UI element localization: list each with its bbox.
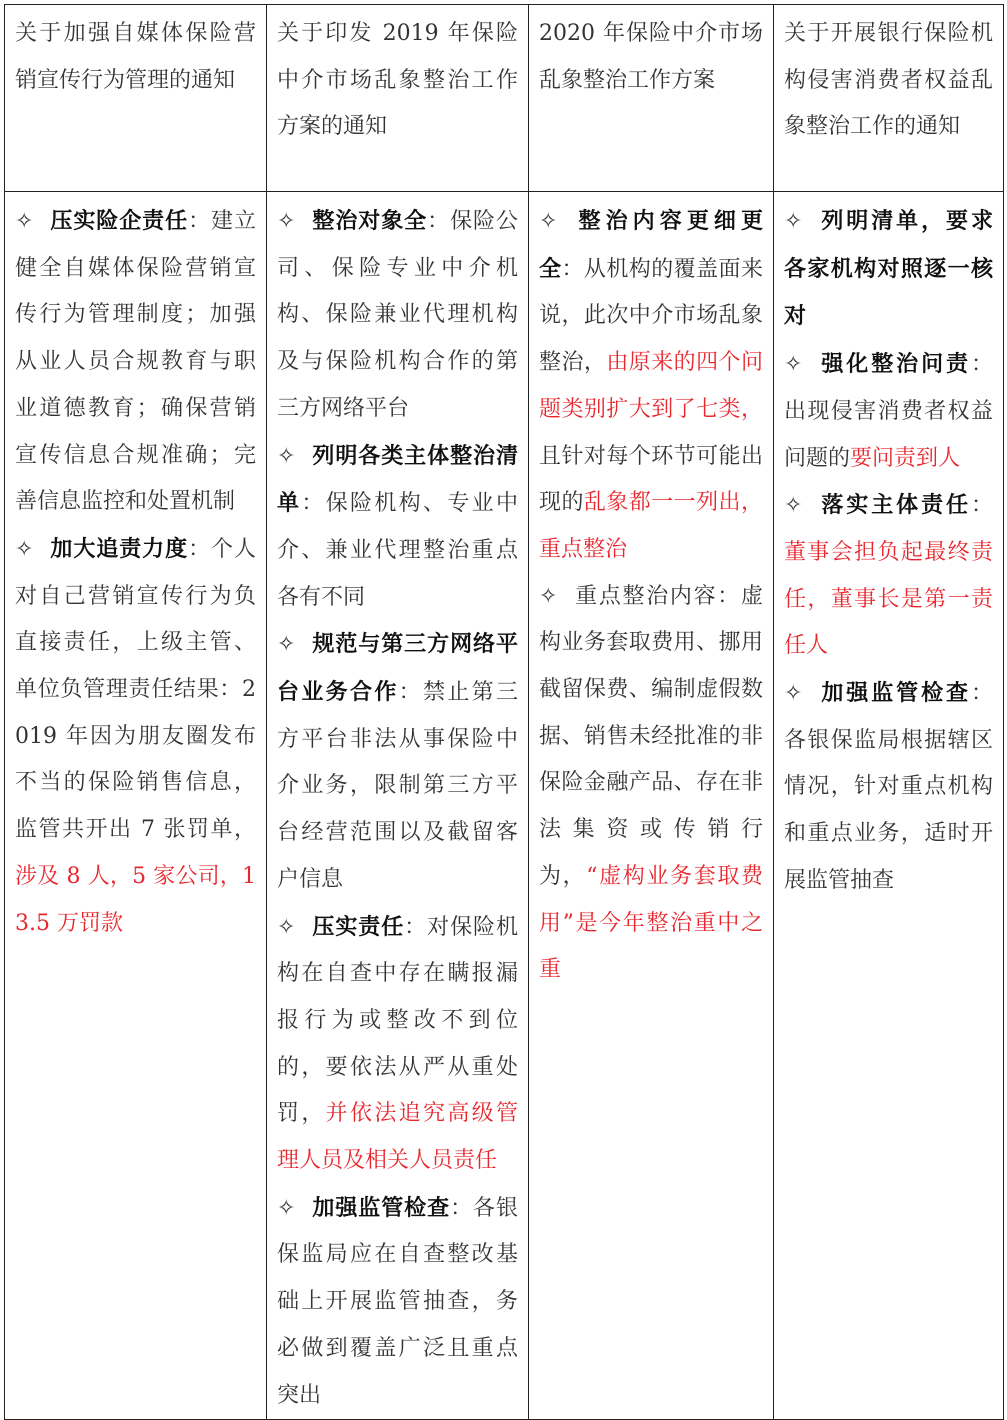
item-title: 列明清单，要求各家机构对照逐一核对 <box>784 208 993 330</box>
highlight-text: “虚构业务套取费用”是今年整治重中之重 <box>539 863 763 983</box>
item-text: 从机构的覆盖面来说，此次中介市场乱象整治， <box>539 256 763 376</box>
header-row <box>5 5 1004 192</box>
item-title: 加大追责力度 <box>49 535 189 562</box>
item-text: 保险机构、专业中介、兼业代理整治重点各有不同 <box>277 491 518 610</box>
item-separator: ： <box>398 680 423 706</box>
item-separator: ： <box>970 493 993 519</box>
header-text: 关于加强自媒体保险营销宣传行为管理的通知 <box>15 21 256 93</box>
content-cell-2020-plan <box>529 192 774 1420</box>
item-title: 列明各类主体整治清单 <box>277 442 518 517</box>
item-separator: ： <box>188 209 212 234</box>
diamond-bullet-icon: ✧ <box>277 443 296 469</box>
item-text: 出现侵害消费者权益问题的 <box>784 398 993 471</box>
highlight-text: 由原来的四个问题类别扩大到了七类， <box>539 350 763 422</box>
diamond-bullet-icon: ✧ <box>277 209 296 234</box>
content-cell-self-media <box>5 192 267 1420</box>
item-separator: ： <box>561 256 584 282</box>
header-cell-self-media-notice <box>5 5 267 192</box>
highlight-text: 要问责到人 <box>850 445 961 471</box>
header-cell-bank-insurance-notice <box>774 5 1004 192</box>
diamond-bullet-icon: ✧ <box>277 632 296 658</box>
bullet-item <box>784 482 993 670</box>
bullet-item <box>539 574 763 994</box>
diamond-bullet-icon: ✧ <box>277 914 296 940</box>
item-separator: ： <box>301 491 326 517</box>
item-text: 且针对每个环节可能出现的 <box>539 443 763 516</box>
diamond-bullet-icon: ✧ <box>784 352 803 378</box>
item-separator: ： <box>970 352 993 378</box>
item-title: 强化整治问责 <box>818 351 971 378</box>
bullet-item <box>784 341 993 482</box>
diamond-bullet-icon: ✧ <box>277 1195 296 1221</box>
content-cell-bank-insurance <box>774 192 1004 1420</box>
bullet-item <box>539 198 763 574</box>
highlight-text: 乱象都一一列出，重点整治 <box>539 490 763 562</box>
item-separator: ： <box>970 681 993 707</box>
diamond-bullet-icon: ✧ <box>15 536 34 562</box>
item-text: 各银保监局根据辖区情况，针对重点机构和重点业务，适时开展监管抽查 <box>784 727 993 893</box>
item-separator: ： <box>404 914 428 940</box>
header-cell-2020-plan <box>529 5 774 192</box>
item-text: 建立健全自媒体保险营销宣传行为管理制度；加强从业人员合规教育与职业道德教育；确保营销宣传信息合规准确；完善信息监控和处置机制 <box>15 209 256 515</box>
content-row <box>5 192 1004 1420</box>
bullet-item <box>277 621 518 903</box>
highlight-text: 并依法追究高级管理人员及相关人员责任 <box>277 1101 518 1174</box>
item-title: 规范与第三方网络平台业务合作 <box>277 631 518 706</box>
item-separator: ： <box>427 209 451 234</box>
bullet-item <box>277 1185 518 1420</box>
item-title: 压实责任 <box>311 913 405 940</box>
regulation-comparison-table <box>4 4 1004 1420</box>
diamond-bullet-icon: ✧ <box>784 493 803 519</box>
header-text: 关于印发 2019 年保险中介市场乱象整治工作方案的通知 <box>277 21 518 140</box>
item-title: 压实险企责任 <box>49 208 189 234</box>
highlight-text: 董事会担负起最终责任，董事长是第一责任人 <box>784 539 993 659</box>
diamond-bullet-icon: ✧ <box>539 209 558 234</box>
item-text: 各银保监局应在自查整改基础上开展监管抽查，务必做到覆盖广泛且重点突出 <box>277 1195 518 1408</box>
item-text: 保险公司、保险专业中介机构、保险兼业代理机构及与保险机构合作的第三方网络平台 <box>277 209 518 421</box>
item-title: 整治内容更细更全 <box>539 208 763 282</box>
item-text: 对保险机构在自查中存在瞒报漏报行为或整改不到位的，要依法从严从重处罚， <box>277 914 518 1127</box>
bullet-item <box>784 198 993 341</box>
bullet-item <box>277 433 518 622</box>
bullet-item <box>15 198 256 526</box>
item-title: 加强监管检查 <box>818 680 971 707</box>
content-cell-2019-plan <box>267 192 529 1420</box>
bullet-item <box>15 526 256 947</box>
diamond-bullet-icon: ✧ <box>539 583 558 609</box>
item-text: 个人对自己营销宣传行为负直接责任，上级主管、单位负管理责任结果：2019 年因为朋友圈发布不当的保险销售信息，监管共开出 7 张罚单， <box>15 536 256 843</box>
item-separator: ： <box>450 1195 474 1221</box>
diamond-bullet-icon: ✧ <box>15 209 34 234</box>
header-text: 关于开展银行保险机构侵害消费者权益乱象整治工作的通知 <box>784 21 993 140</box>
bullet-item <box>784 670 993 905</box>
diamond-bullet-icon: ✧ <box>784 681 803 707</box>
item-separator: ： <box>188 536 212 562</box>
header-text: 2020 年保险中介市场乱象整治工作方案 <box>539 21 763 93</box>
bullet-item <box>277 198 518 433</box>
highlight-text: 涉及 8 人，5 家公司，13.5 万罚款 <box>15 863 256 936</box>
item-title: 整治对象全 <box>311 208 428 234</box>
diamond-bullet-icon: ✧ <box>784 209 803 234</box>
bullet-item <box>277 904 518 1185</box>
item-text: 重点整治内容：虚构业务套取费用、挪用截留保费、编制虚假数据、销售未经批准的非保险金融产品、存在非法集资或传销行为， <box>539 583 763 889</box>
item-text: 禁止第三方平台非法从事保险中介业务，限制第三方平台经营范围以及截留客户信息 <box>277 680 518 892</box>
header-cell-2019-plan <box>267 5 529 192</box>
item-title: 加强监管检查 <box>311 1194 451 1221</box>
item-title: 落实主体责任 <box>818 492 971 519</box>
